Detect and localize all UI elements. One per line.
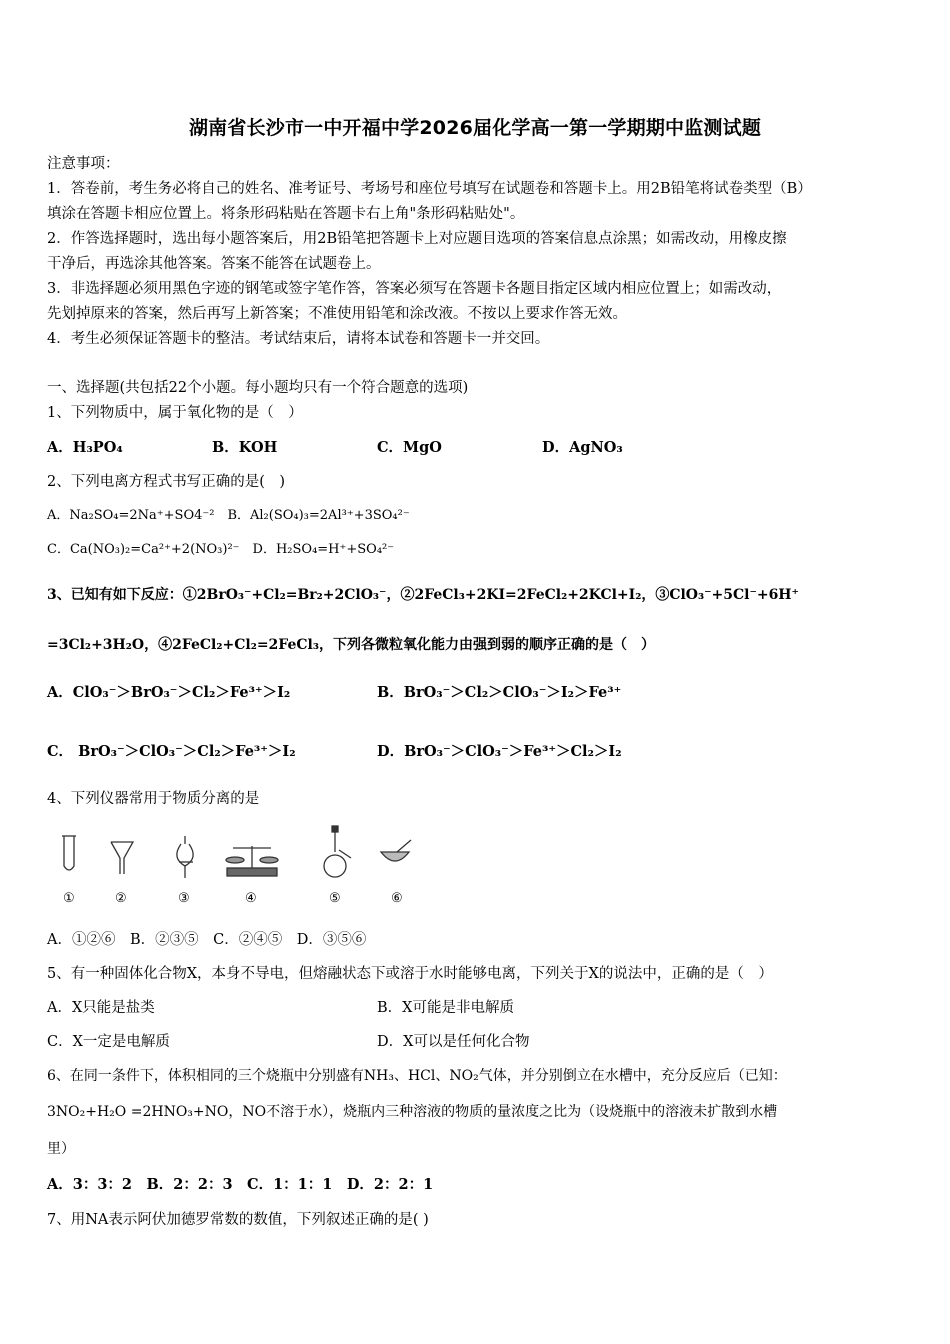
separatory-funnel-icon: [177, 836, 193, 878]
q5-option-c: C．X一定是电解质: [47, 1034, 170, 1050]
q1-option-c: C．MgO: [377, 439, 442, 456]
apparatus-label: ⑥: [391, 891, 403, 906]
apparatus-label: ①: [63, 891, 75, 906]
notice-line: 先划掉原来的答案，然后再写上新答案；不准使用铅笔和涂改液。不按以上要求作答无效。: [47, 306, 627, 322]
question-1-stem: 1、下列物质中，属于氧化物的是（ ）: [47, 405, 303, 421]
notice-line: 干净后，再选涂其他答案。答案不能答在试题卷上。: [47, 256, 381, 272]
q1-option-b: B．KOH: [212, 439, 278, 456]
test-tube-icon: [62, 836, 76, 870]
q5-option-a: A．X只能是盐类: [47, 1000, 155, 1016]
q1-option-d: D．AgNO₃: [542, 439, 623, 456]
q2-options-ab: A．Na₂SO₄=2Na⁺+SO4⁻² B．Al₂(SO₄)₃=2Al³⁺+3SO₄²⁻: [47, 508, 410, 523]
q2-options-cd: C．Ca(NO₃)₂=Ca²⁺+2(NO₃)²⁻ D．H₂SO₄=H⁺+SO₄²⁻: [47, 542, 395, 557]
notice-line: 2．作答选择题时，选出每小题答案后，用2B铅笔把答题卡上对应题目选项的答案信息点涂黑；如需改动，用橡皮擦: [47, 231, 787, 247]
q3-option-a: A．ClO₃⁻＞BrO₃⁻＞Cl₂＞Fe³⁺＞I₂: [47, 684, 291, 701]
question-5-stem: 5、有一种固体化合物X，本身不导电，但熔融状态下或溶于水时能够电离，下列关于X的说法中，正确的是（ ）: [47, 966, 773, 982]
question-6-stem-end: 里）: [47, 1141, 75, 1157]
q3-option-d: D．BrO₃⁻＞ClO₃⁻＞Fe³⁺＞Cl₂＞I₂: [377, 743, 622, 760]
apparatus-figure: [47, 822, 427, 912]
q4-options: A．①②⑥ B．②③⑤ C．②④⑤ D．③⑤⑥: [47, 932, 367, 948]
q3-option-b: B．BrO₃⁻＞Cl₂＞ClO₃⁻＞I₂＞Fe³⁺: [377, 684, 622, 701]
apparatus-label: ⑤: [329, 891, 341, 906]
funnel-icon: [111, 842, 133, 874]
q3-option-c: C． BrO₃⁻＞ClO₃⁻＞Cl₂＞Fe³⁺＞I₂: [47, 743, 296, 760]
notice-line: 4．考生必须保证答题卡的整洁。考试结束后，请将本试卷和答题卡一并交回。: [47, 331, 550, 347]
question-6-stem-cont: 3NO₂+H₂O =2HNO₃+NO，NO不溶于水），烧瓶内三种溶液的物质的量浓度之比为（设烧瓶中的溶液未扩散到水槽: [47, 1104, 778, 1120]
q1-option-a: A．H₃PO₄: [47, 439, 123, 456]
question-3-stem-cont: =3Cl₂+3H₂O，④2FeCl₂+Cl₂=2FeCl₃，下列各微粒氧化能力由强到弱的顺序正确的是（ ）: [47, 637, 655, 653]
apparatus-label: ②: [115, 891, 127, 906]
evaporating-dish-icon: [381, 840, 411, 861]
distillation-flask-icon: [324, 826, 351, 877]
page-title: 湖南省长沙市一中开福中学2026届化学高一第一学期期中监测试题: [188, 117, 762, 139]
q6-options: A．3：3：2 B．2：2：3 C．1：1：1 D．2：2：1: [47, 1176, 434, 1193]
notice-line: 填涂在答题卡相应位置上。将条形码粘贴在答题卡右上角"条形码粘贴处"。: [47, 206, 525, 222]
q5-option-b: B．X可能是非电解质: [377, 1000, 514, 1016]
balance-icon: [226, 846, 278, 876]
q5-option-d: D．X可以是任何化合物: [377, 1034, 530, 1050]
question-2-stem: 2、下列电离方程式书写正确的是( ): [47, 474, 286, 490]
question-6-stem: 6、在同一条件下，体积相同的三个烧瓶中分别盛有NH₃、HCl、NO₂气体，并分别倒立在水槽中，充分反应后（已知：: [47, 1068, 787, 1084]
question-7-stem: 7、用NA表示阿伏加德罗常数的数值，下列叙述正确的是( ): [47, 1212, 429, 1228]
question-4-stem: 4、下列仪器常用于物质分离的是: [47, 791, 260, 807]
notice-line: 1．答卷前，考生务必将自己的姓名、准考证号、考场号和座位号填写在试题卷和答题卡上。用2B铅笔将试卷类型（B）: [47, 181, 812, 197]
apparatus-label: ④: [245, 891, 257, 906]
question-3-stem: 3、已知有如下反应：①2BrO₃⁻+Cl₂=Br₂+2ClO₃⁻，②2FeCl₃+2KI=2FeCl₂+2KCl+I₂，③ClO₃⁻+5Cl⁻+6H⁺: [47, 587, 799, 603]
notice-heading: 注意事项：: [47, 156, 120, 172]
apparatus-label: ③: [178, 891, 190, 906]
section-heading: 一、选择题(共包括22个小题。每小题均只有一个符合题意的选项): [47, 380, 469, 396]
notice-line: 3．非选择题必须用黑色字迹的钢笔或签字笔作答，答案必须写在答题卡各题目指定区域内相应位置上；如需改动，: [47, 281, 782, 297]
